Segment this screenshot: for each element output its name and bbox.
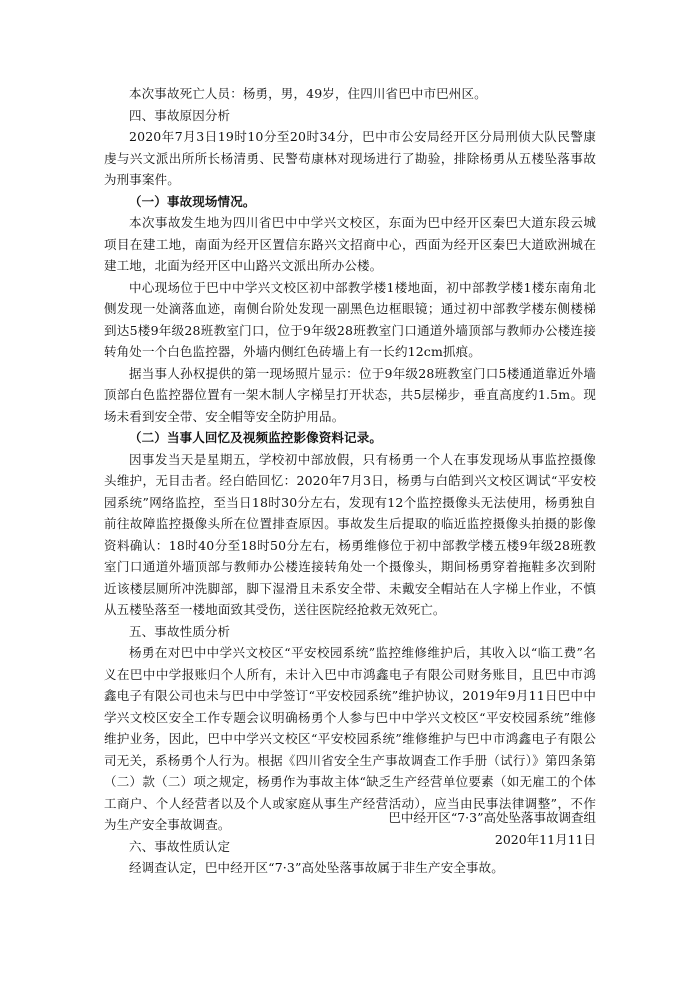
signature-org: 巴中经开区“7·3”高处坠落事故调查组 bbox=[388, 810, 596, 825]
paragraph-nature-analysis: 杨勇在对巴中中学兴文校区“平安校园系统”监控维修维护后，其收入以“临工费”名义在巴中中学报账归个人所有，未计入巴中市鸿鑫电子有限公司财务账目，且巴中市鸿鑫电子有限公司也未与巴中中学签订“平安校园系统”维护协议，2019年9月11日巴中中学兴文校区安全工作专题会议明确杨勇个人参与巴中中学兴文校区“平安校园系统”维修维护业务，因此，巴中中学兴文校区“平安校园系统”维修维护与巴中市鸿鑫电子有限公司无关，系杨勇个人行为。根据《四川省安全生产事故调查工作手册（试行）》第四条第（二）款（二）项之规定，杨勇作为事故主体“缺乏生产经营单位要素（如无雇工的个体工商户、个人经营者以及个人或家庭从事生产经营活动），应当由民事法律调整”，不作为生产安全事故调查。 bbox=[104, 645, 596, 832]
signature-date: 2020年11月11日 bbox=[494, 832, 596, 847]
signature-block bbox=[388, 807, 596, 851]
subheading-recollection: （二）当事人回忆及视频监控影像资料记录。 bbox=[129, 430, 383, 445]
paragraph-investigation: 2020年7月3日19时10分至20时34分，巴中市公安局经开区分局刑侦大队民警康虔与兴文派出所所长杨清勇、民警苟康林对现场进行了勘验，排除杨勇从五楼坠落事故为刑事案件。 bbox=[104, 129, 596, 187]
paragraph-location: 本次事故发生地为四川省巴中中学兴文校区，东面为巴中经开区秦巴大道东段云城项目在建工地，南面为经开区置信东路兴文招商中心，西面为经开区秦巴大道欧洲城在建工地，北面为经开区中山路兴文派出所办公楼。 bbox=[104, 215, 596, 273]
paragraph-deceased: 本次事故死亡人员：杨勇，男，49岁，住四川省巴中市巴州区。 bbox=[129, 86, 487, 101]
section-heading-cause-analysis: 四、事故原因分析 bbox=[129, 107, 231, 123]
paragraph-determination: 经调查认定，巴中经开区“7·3”高处坠落事故属于非生产安全事故。 bbox=[129, 860, 504, 875]
subheading-scene: （一）事故现场情况。 bbox=[129, 193, 256, 209]
section-heading-nature-determination: 六、事故性质认定 bbox=[129, 838, 231, 854]
paragraph-recollection: 因事发当天是星期五，学校初中部放假，只有杨勇一个人在事发现场从事监控摄像头维护，无目击者。经白皓回忆：2020年7月3日，杨勇与白皓到兴文校区调试“平安校园系统”网络监控，至当日18时30分左右，发现有12个监控摄像头无法使用，杨勇独自前往故障监控摄像头所在位置排查原因。事故发生后提取的临近监控摄像头拍摄的影像资料确认：18时40分至18时50分左右，杨勇维修位于初中部教学楼五楼9年级28班教室门口通道外墙顶部与教师办公楼连接转角处一个摄像头，期间杨勇穿着拖鞋多次到附近该楼层厕所冲洗脚部，脚下湿滑且未系安全带、未戴安全帽站在人字梯上作业，不慎从五楼坠落至一楼地面致其受伤，送往医院经抢救无效死亡。 bbox=[104, 451, 596, 617]
paragraph-photo: 据当事人孙权提供的第一现场照片显示：位于9年级28班教室门口5楼通道靠近外墙顶部白色监控器位置有一架木制人字梯呈打开状态，共5层梯步，垂直高度约1.5m。现场未看到安全带、安全帽等安全防护用品。 bbox=[104, 365, 596, 424]
paragraph-center-scene: 中心现场位于巴中中学兴文校区初中部教学楼1楼地面，初中部教学楼1楼东南角北侧发现一处滴落血迹，南侧台阶处发现一副黑色边框眼镜；通过初中部教学楼东侧楼梯到达5楼9年级28班教室门口，位于9年级28班教室门口通道外墙顶部与教师办公楼连接转角处一个白色监控器，外墙内侧红色砖墙上有一长约12cm抓痕。 bbox=[104, 279, 596, 359]
section-heading-nature-analysis: 五、事故性质分析 bbox=[129, 623, 231, 639]
